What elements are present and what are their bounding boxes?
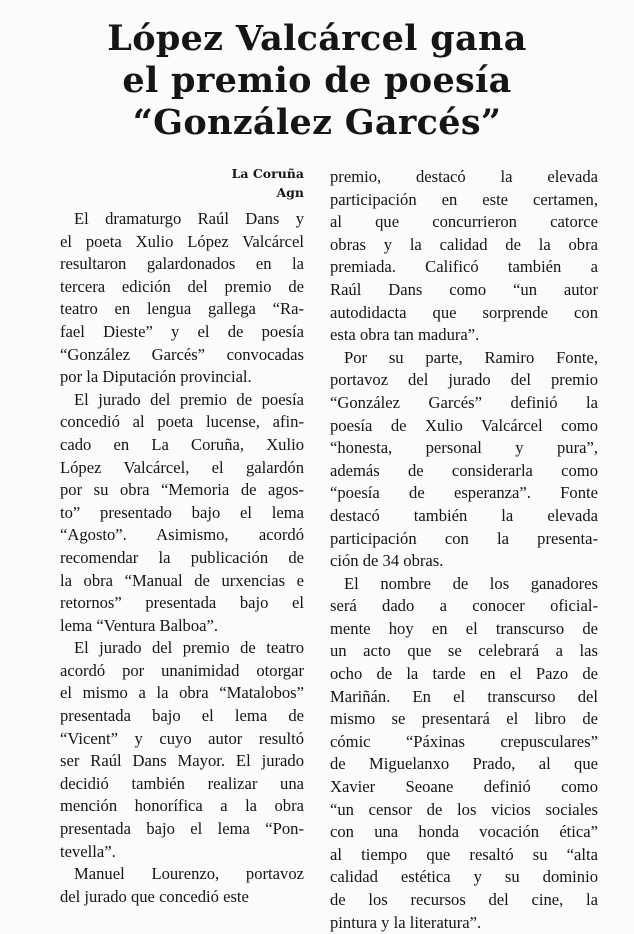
text-line: poesía de Xulio Valcárcel como bbox=[330, 415, 598, 435]
text-line: “poesía de esperanza”. Fonte bbox=[330, 483, 598, 503]
text-line: lema “Ventura Balboa”. bbox=[60, 615, 219, 635]
text-line: El jurado del premio de teatro bbox=[74, 638, 304, 658]
text-line: mención honorífica a la obra bbox=[60, 796, 304, 816]
text-line: de los recursos del cine, la bbox=[330, 890, 598, 909]
text-line: esta obra tan madura”. bbox=[330, 325, 480, 345]
text-line: destacó también la elevada bbox=[330, 505, 598, 525]
text-line: fael Dieste” y el de poesía bbox=[60, 321, 304, 341]
text-line: decidió también realizar una bbox=[60, 773, 304, 793]
text-line: participación con la presenta- bbox=[330, 528, 598, 548]
text-line: to” presentado bajo el lema bbox=[60, 502, 304, 522]
text-line: el poeta Xulio López Valcárcel bbox=[60, 231, 304, 251]
text-line: Mariñán. En el transcurso del bbox=[330, 686, 598, 706]
text-line: tevella”. bbox=[60, 841, 116, 861]
text-line: Manuel Lourenzo, portavoz bbox=[74, 864, 304, 884]
text-line: de Miguelanxo Prado, al que bbox=[330, 754, 598, 774]
text-line: ción de 34 obras. bbox=[330, 551, 444, 571]
headline bbox=[20, 18, 614, 144]
text-line: ser Raúl Dans Mayor. El jurado bbox=[60, 751, 304, 771]
text-line: presentada bajo el lema de bbox=[60, 706, 304, 726]
text-line: con una honda vocación ética” bbox=[330, 822, 598, 842]
text-line: “honesta, personal y pura”, bbox=[330, 438, 598, 458]
text-line: la obra “Manual de urxencias e bbox=[60, 570, 304, 590]
text-line: además de considerarla como bbox=[330, 460, 598, 480]
text-line: ocho de la tarde en el Pazo de bbox=[330, 664, 598, 684]
text-line: será dado a conocer oficial- bbox=[330, 596, 598, 616]
headline-line: el premio de poesía bbox=[122, 60, 512, 101]
text-line: concedió al poeta lucense, afin- bbox=[60, 412, 304, 432]
text-line: “González Garcés” convocadas bbox=[60, 344, 304, 364]
text-line: mente hoy en el transcurso de bbox=[330, 618, 598, 638]
text-line: al que concurrieron catorce bbox=[330, 212, 598, 232]
text-line: El nombre de los ganadores bbox=[344, 573, 598, 593]
text-line: un acto que se celebrará a las bbox=[330, 641, 598, 661]
text-line: El dramaturgo Raúl Dans y bbox=[74, 209, 304, 228]
text-line: premio, destacó la elevada bbox=[330, 167, 598, 186]
left-column bbox=[60, 164, 304, 908]
text-line: portavoz del jurado del premio bbox=[330, 370, 598, 390]
headline-line: López Valcárcel gana bbox=[107, 18, 527, 59]
text-line: cado en La Coruña, Xulio bbox=[60, 434, 304, 454]
byline-agency: Agn bbox=[276, 185, 304, 200]
text-line: teatro en lengua gallega “Ra- bbox=[60, 299, 304, 319]
text-line: Xavier Seoane definió como bbox=[330, 777, 598, 797]
right-column-text bbox=[330, 166, 598, 934]
text-line: al tiempo que resaltó su “alta bbox=[330, 844, 598, 864]
text-line: “Agosto”. Asimismo, acordó bbox=[60, 525, 304, 545]
left-column-text bbox=[60, 208, 304, 908]
text-line: “Vicent” y cuyo autor resultó bbox=[60, 728, 304, 748]
text-line: El jurado del premio de poesía bbox=[74, 389, 304, 409]
byline-place: La Coruña bbox=[231, 166, 304, 181]
right-column bbox=[330, 166, 598, 934]
text-line: recomendar la publicación de bbox=[60, 547, 304, 567]
text-line: acordó por unanimidad otorgar bbox=[60, 660, 304, 680]
text-line: autodidacta que sorprende con bbox=[330, 302, 598, 322]
headline-line: “González Garcés” bbox=[132, 102, 502, 143]
text-line: retornos” presentada bajo el bbox=[60, 593, 304, 613]
text-line: “un censor de los vicios sociales bbox=[330, 799, 598, 819]
text-line: participación en este certamen, bbox=[330, 189, 598, 209]
text-line: obras y la calidad de la obra bbox=[330, 234, 598, 254]
text-line: del jurado que concedió este bbox=[60, 886, 249, 906]
text-line: por la Diputación provincial. bbox=[60, 367, 252, 387]
text-line: cómic “Páxinas crepusculares” bbox=[330, 731, 598, 751]
text-line: por su obra “Memoria de agos- bbox=[60, 480, 304, 500]
text-line: calidad estética y su dominio bbox=[330, 867, 598, 887]
text-line: Raúl Dans como “un autor bbox=[330, 279, 598, 299]
text-line: “González Garcés” definió la bbox=[330, 392, 598, 412]
text-line: mismo se presentará el libro de bbox=[330, 709, 598, 729]
text-line: el mismo a la obra “Matalobos” bbox=[60, 683, 304, 703]
text-line: pintura y la literatura”. bbox=[330, 912, 482, 932]
text-line: Por su parte, Ramiro Fonte, bbox=[344, 347, 598, 367]
text-line: tercera edición del premio de bbox=[60, 276, 304, 296]
text-line: López Valcárcel, el galardón bbox=[60, 457, 304, 477]
text-line: premiada. Calificó también a bbox=[330, 257, 598, 277]
byline bbox=[60, 164, 304, 202]
text-line: resultaron galardonados en la bbox=[60, 254, 304, 274]
text-line: presentada bajo el lema “Pon- bbox=[60, 819, 304, 839]
